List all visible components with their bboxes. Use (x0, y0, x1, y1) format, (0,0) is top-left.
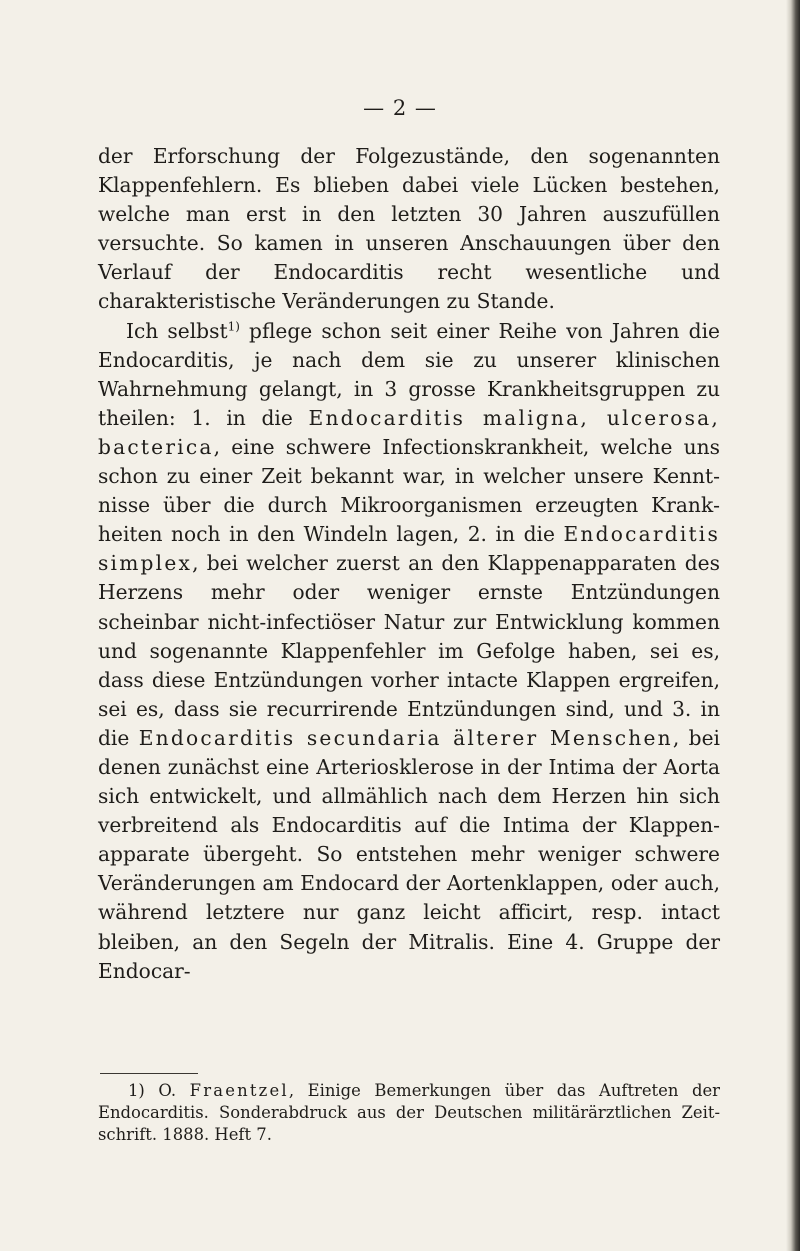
footnote-divider (100, 1073, 198, 1074)
footnote-text-a: 1) O. (128, 1081, 190, 1100)
paragraph-2-text-b: pflege schon seit einer Reihe von Jahren die Endocarditis, je nach dem sie zu unserer klinischen Wahrnehmung gelangt, in 3 grosse Krankheitsgruppen zu theilen: 1. in die (98, 318, 720, 430)
page-number: — 2 — (363, 96, 437, 120)
term-endocarditis-simplex: Endocarditis simplex (98, 522, 720, 576)
paragraph-2-text-h: , bei denen zunächst eine Arteriosklerose in der Intima der Aorta sich entwickelt, und allmählich nach dem Herzen hin sich verbreitend als Endocarditis auf die Intima der Klappenapparate übergeht. So entstehen mehr weniger schwere Veränderungen am Endocard der Aortenklappen, oder auch, während letztere nur ganz leicht afficirt, resp. intact bleiben, an den Segeln der Mitralis. Eine 4. Gruppe der Endocar- (98, 725, 720, 983)
term-endocarditis-secundaria: Endocarditis secundaria älterer Menschen (138, 725, 673, 750)
paragraph-1: der Erforschung der Folgezustände, den sogenannten Klappenfehlern. Es blieben dabei viele Lücken bestehen, welche man erst in den letzten 30 Jahren auszufüllen versuchte. So kamen in unseren Anschauungen über den Verlauf der Endocarditis recht wesentliche und charakteristische Veränderungen zu Stande. (98, 144, 720, 314)
footnote-text-b: , Einige Bemerkungen über das Auftreten der Endocarditis. Sonderabdruck aus der Deutschen militärärztlichen Zeitschrift. 1888. Heft 7. (98, 1081, 720, 1144)
footnote-reference: 1) (227, 318, 240, 333)
paragraph-2-text-d: , eine schwere Infectionskrankheit, welche uns schon zu einer Zeit bekannt war, in welcher unsere Kenntnisse über die durch Mikroorganismen erzeugten Krankheiten noch in den Windeln lagen, 2. in die (98, 434, 720, 547)
term-endocarditis-maligna: Endocarditis maligna, ulcerosa, bacterica (98, 405, 720, 459)
footnote-author: Fraentzel (189, 1081, 289, 1100)
page-edge-shadow (786, 0, 800, 1251)
paragraph-2 (98, 317, 720, 986)
footnote-text (98, 1080, 720, 1146)
footnote (98, 1080, 720, 1146)
main-text (98, 142, 720, 986)
paragraph-2-text-a: Ich selbst (126, 318, 228, 343)
paragraph-2-text-f: , bei welcher zuerst an den Klappenapparaten des Herzens mehr oder weniger ernste Entzündungen scheinbar nicht-infectiöser Natur zur Entwicklung kommen und sogenannte Klappenfehler im Gefolge haben, sei es, dass diese Entzündungen vorher intacte Klappen ergreifen, sei es, dass sie recurrirende Entzündungen sind, und 3. in die (98, 551, 720, 750)
